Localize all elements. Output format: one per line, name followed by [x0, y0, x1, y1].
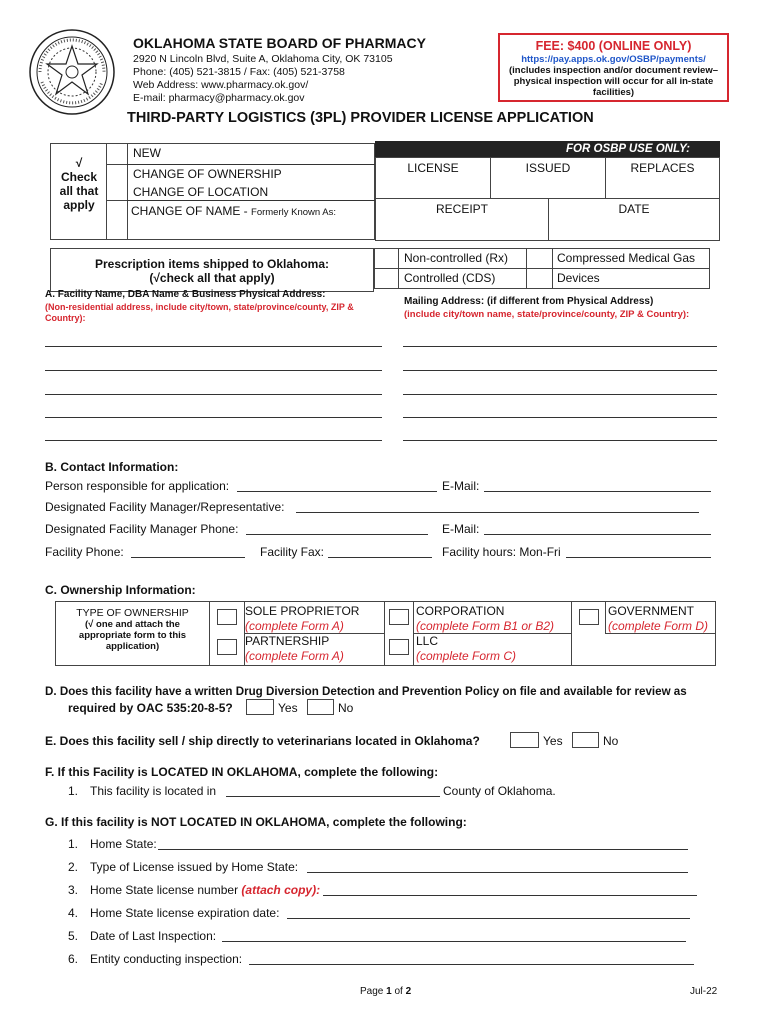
fee-note-3: facilities) [592, 87, 635, 98]
llc-checkbox[interactable] [389, 639, 409, 655]
home-state-field[interactable] [158, 849, 688, 850]
check-box-name[interactable] [106, 200, 128, 240]
option-change-name [131, 204, 336, 218]
rx-compressed-gas: Compressed Medical Gas [557, 251, 696, 265]
fee-note-2: physical inspection will occur for all in-state [513, 76, 714, 87]
section-a-note-1: (Non-residential address, include city/town, state/province/county, ZIP & [45, 302, 354, 312]
rx-controlled-check[interactable] [374, 268, 399, 289]
section-f-item-1-label: This facility is located in [90, 784, 217, 798]
sole-proprietor-form: (complete Form A) [245, 619, 344, 633]
osbp-replaces: REPLACES [630, 161, 695, 175]
corporation-label: CORPORATION [416, 604, 505, 618]
physical-address-line-4[interactable] [45, 417, 382, 418]
ownership-type-3: appropriate form to this [78, 630, 187, 641]
page-of: of [391, 986, 406, 997]
page-total: 2 [405, 986, 412, 997]
section-g-item-2-num: 2. [68, 860, 79, 874]
section-g-item-6-label: Entity conducting inspection: [90, 952, 243, 966]
mailing-address-line-3[interactable] [403, 394, 717, 395]
ownership-type-2: (√ one and attach the [85, 619, 180, 630]
section-g-item-2-label: Type of License issued by Home State: [90, 860, 299, 874]
llc-form: (complete Form C) [416, 649, 517, 663]
facility-fax-label: Facility Fax: [260, 545, 325, 559]
section-b-title: B. Contact Information: [45, 460, 179, 474]
county-field[interactable] [226, 796, 440, 797]
rx-title: Prescription items shipped to Oklahoma: [94, 257, 330, 271]
fee-title: FEE: $400 (ONLINE ONLY) [535, 39, 692, 53]
physical-address-line-3[interactable] [45, 394, 382, 395]
section-d-text-2: required by OAC 535:20-8-5? [68, 701, 233, 715]
state-seal-icon [28, 28, 116, 116]
fee-box [498, 33, 729, 102]
attach-copy-note: (attach copy): [241, 883, 321, 897]
email-field-2[interactable] [484, 534, 711, 535]
email-label-1: E-Mail: [442, 479, 480, 493]
section-f-item-1-suffix: County of Oklahoma. [443, 784, 556, 798]
mailing-address-line-5[interactable] [403, 440, 717, 441]
osbp-issued: ISSUED [525, 161, 571, 175]
revision-date: Jul-22 [690, 986, 718, 997]
person-responsible-field[interactable] [237, 491, 437, 492]
license-type-field[interactable] [307, 872, 688, 873]
last-inspection-field[interactable] [222, 941, 686, 942]
fee-url[interactable]: https://pay.apps.ok.gov/OSBP/payments/ [521, 54, 706, 65]
mailing-address-line-1[interactable] [403, 346, 717, 347]
license-expiration-field[interactable] [287, 918, 690, 919]
license-number-field[interactable] [323, 895, 697, 896]
section-d-no-checkbox[interactable] [307, 699, 334, 715]
section-f-title: F. If this Facility is LOCATED IN OKLAHOMA, complete the following: [45, 765, 439, 779]
osbp-header: FOR OSBP USE ONLY: [375, 141, 720, 158]
section-g-item-5-label: Date of Last Inspection: [90, 929, 217, 943]
agency-web[interactable]: Web Address: www.pharmacy.ok.gov/ [133, 79, 309, 91]
corporation-checkbox[interactable] [389, 609, 409, 625]
manager-field[interactable] [296, 512, 699, 513]
ownership-type-cell [55, 601, 210, 666]
physical-address-line-2[interactable] [45, 370, 382, 371]
physical-address-line-1[interactable] [45, 346, 382, 347]
mailing-title: Mailing Address: (if different from Physical Address) [404, 296, 654, 307]
option-change-location: CHANGE OF LOCATION [133, 185, 269, 199]
facility-hours-label: Facility hours: Mon-Fri [442, 545, 561, 559]
facility-phone-label: Facility Phone: [45, 545, 124, 559]
manager-label: Designated Facility Manager/Representative: [45, 500, 285, 514]
option-change-name-label: CHANGE OF NAME - [131, 204, 252, 218]
osbp-license: LICENSE [407, 161, 459, 175]
section-g-item-3-num: 3. [68, 883, 79, 897]
rx-devices-check[interactable] [526, 268, 553, 289]
facility-phone-field[interactable] [131, 557, 245, 558]
rx-noncontrolled-check[interactable] [374, 248, 399, 269]
section-a-note-2: Country): [45, 313, 86, 323]
rx-gas-check[interactable] [526, 248, 553, 269]
section-d-no: No [338, 701, 354, 715]
email-label-2: E-Mail: [442, 522, 480, 536]
osbp-date: DATE [618, 202, 650, 216]
section-g-item-4-num: 4. [68, 906, 79, 920]
mailing-note: (include city/town name, state/province/county, ZIP & Country): [404, 309, 690, 320]
inspection-entity-field[interactable] [249, 964, 694, 965]
agency-address: 2920 N Lincoln Blvd, Suite A, Oklahoma City, OK 73105 [133, 53, 393, 65]
check-label-1: Check [60, 170, 98, 184]
ownership-type-1: TYPE OF OWNERSHIP [76, 607, 189, 619]
rx-devices: Devices [557, 271, 600, 285]
facility-fax-field[interactable] [328, 557, 432, 558]
check-mark: √ [75, 156, 83, 170]
mailing-address-line-4[interactable] [403, 417, 717, 418]
section-g-item-5-num: 5. [68, 929, 79, 943]
government-checkbox[interactable] [579, 609, 599, 625]
check-box-new[interactable] [106, 143, 128, 165]
section-g-item-4-label: Home State license expiration date: [90, 906, 280, 920]
section-a-title: A. Facility Name, DBA Name & Business Physical Address: [45, 289, 326, 300]
page-prefix: Page [360, 986, 387, 997]
agency-email[interactable]: E-mail: pharmacy@pharmacy.ok.gov [133, 92, 305, 104]
agency-name: OKLAHOMA STATE BOARD OF PHARMACY [133, 35, 426, 51]
section-g-item-1-label: Home State: [90, 837, 157, 851]
partnership-form: (complete Form A) [245, 649, 344, 663]
facility-hours-field[interactable] [566, 557, 711, 558]
manager-phone-label: Designated Facility Manager Phone: [45, 522, 239, 536]
section-f-item-1-num: 1. [68, 784, 79, 798]
option-change-ownership: CHANGE OF OWNERSHIP [133, 167, 282, 181]
partnership-label: PARTNERSHIP [245, 634, 330, 648]
section-g-item-3-text: Home State license number [90, 883, 242, 897]
section-e-no: No [603, 734, 619, 748]
person-responsible-label: Person responsible for application: [45, 479, 230, 493]
section-g-title: G. If this facility is NOT LOCATED IN OKLAHOMA, complete the following: [45, 815, 467, 829]
check-label-3: apply [63, 198, 95, 212]
section-d-text-1: D. Does this facility have a written Drug Diversion Detection and Prevention Policy on file and available for review as [45, 685, 687, 698]
rx-subtitle: (√check all that apply) [149, 271, 275, 285]
section-d-yes: Yes [278, 701, 298, 715]
rx-title-box [50, 248, 374, 292]
form-title: THIRD-PARTY LOGISTICS (3PL) PROVIDER LICENSE APPLICATION [127, 110, 594, 126]
osbp-receipt: RECEIPT [435, 202, 488, 216]
check-box-ownership[interactable] [106, 164, 128, 201]
option-new: NEW [133, 146, 161, 160]
section-c-title: C. Ownership Information: [45, 583, 196, 597]
government-form: (complete Form D) [608, 619, 709, 633]
section-e-yes-checkbox[interactable] [510, 732, 539, 748]
option-change-name-hint: Formerly Known As: [251, 207, 337, 218]
physical-address-line-5[interactable] [45, 440, 382, 441]
page-number [360, 986, 411, 997]
section-e-yes: Yes [543, 734, 563, 748]
sole-proprietor-label: SOLE PROPRIETOR [245, 604, 360, 618]
section-g-item-1-num: 1. [68, 837, 79, 851]
check-label-cell [50, 143, 107, 240]
email-field-1[interactable] [484, 491, 711, 492]
section-d-yes-checkbox[interactable] [246, 699, 274, 715]
section-e-no-checkbox[interactable] [572, 732, 599, 748]
fee-note-1: (includes inspection and/or document review– [508, 65, 719, 76]
partnership-checkbox[interactable] [217, 639, 237, 655]
llc-label: LLC [416, 634, 439, 648]
mailing-address-line-2[interactable] [403, 370, 717, 371]
manager-phone-field[interactable] [246, 534, 428, 535]
section-e-text: E. Does this facility sell / ship directly to veterinarians located in Oklahoma? [45, 734, 480, 748]
rx-controlled: Controlled (CDS) [404, 271, 496, 285]
section-g-item-3-label [90, 883, 320, 897]
agency-phone: Phone: (405) 521-3815 / Fax: (405) 521-3758 [133, 66, 345, 78]
section-g-item-6-num: 6. [68, 952, 79, 966]
corporation-form: (complete Form B1 or B2) [416, 619, 555, 633]
page-current: 1 [386, 986, 392, 997]
government-label: GOVERNMENT [608, 604, 695, 618]
ownership-type-4: application) [105, 641, 160, 652]
rx-noncontrolled: Non-controlled (Rx) [404, 251, 509, 265]
sole-proprietor-checkbox[interactable] [217, 609, 237, 625]
check-label-2: all that [59, 184, 99, 198]
